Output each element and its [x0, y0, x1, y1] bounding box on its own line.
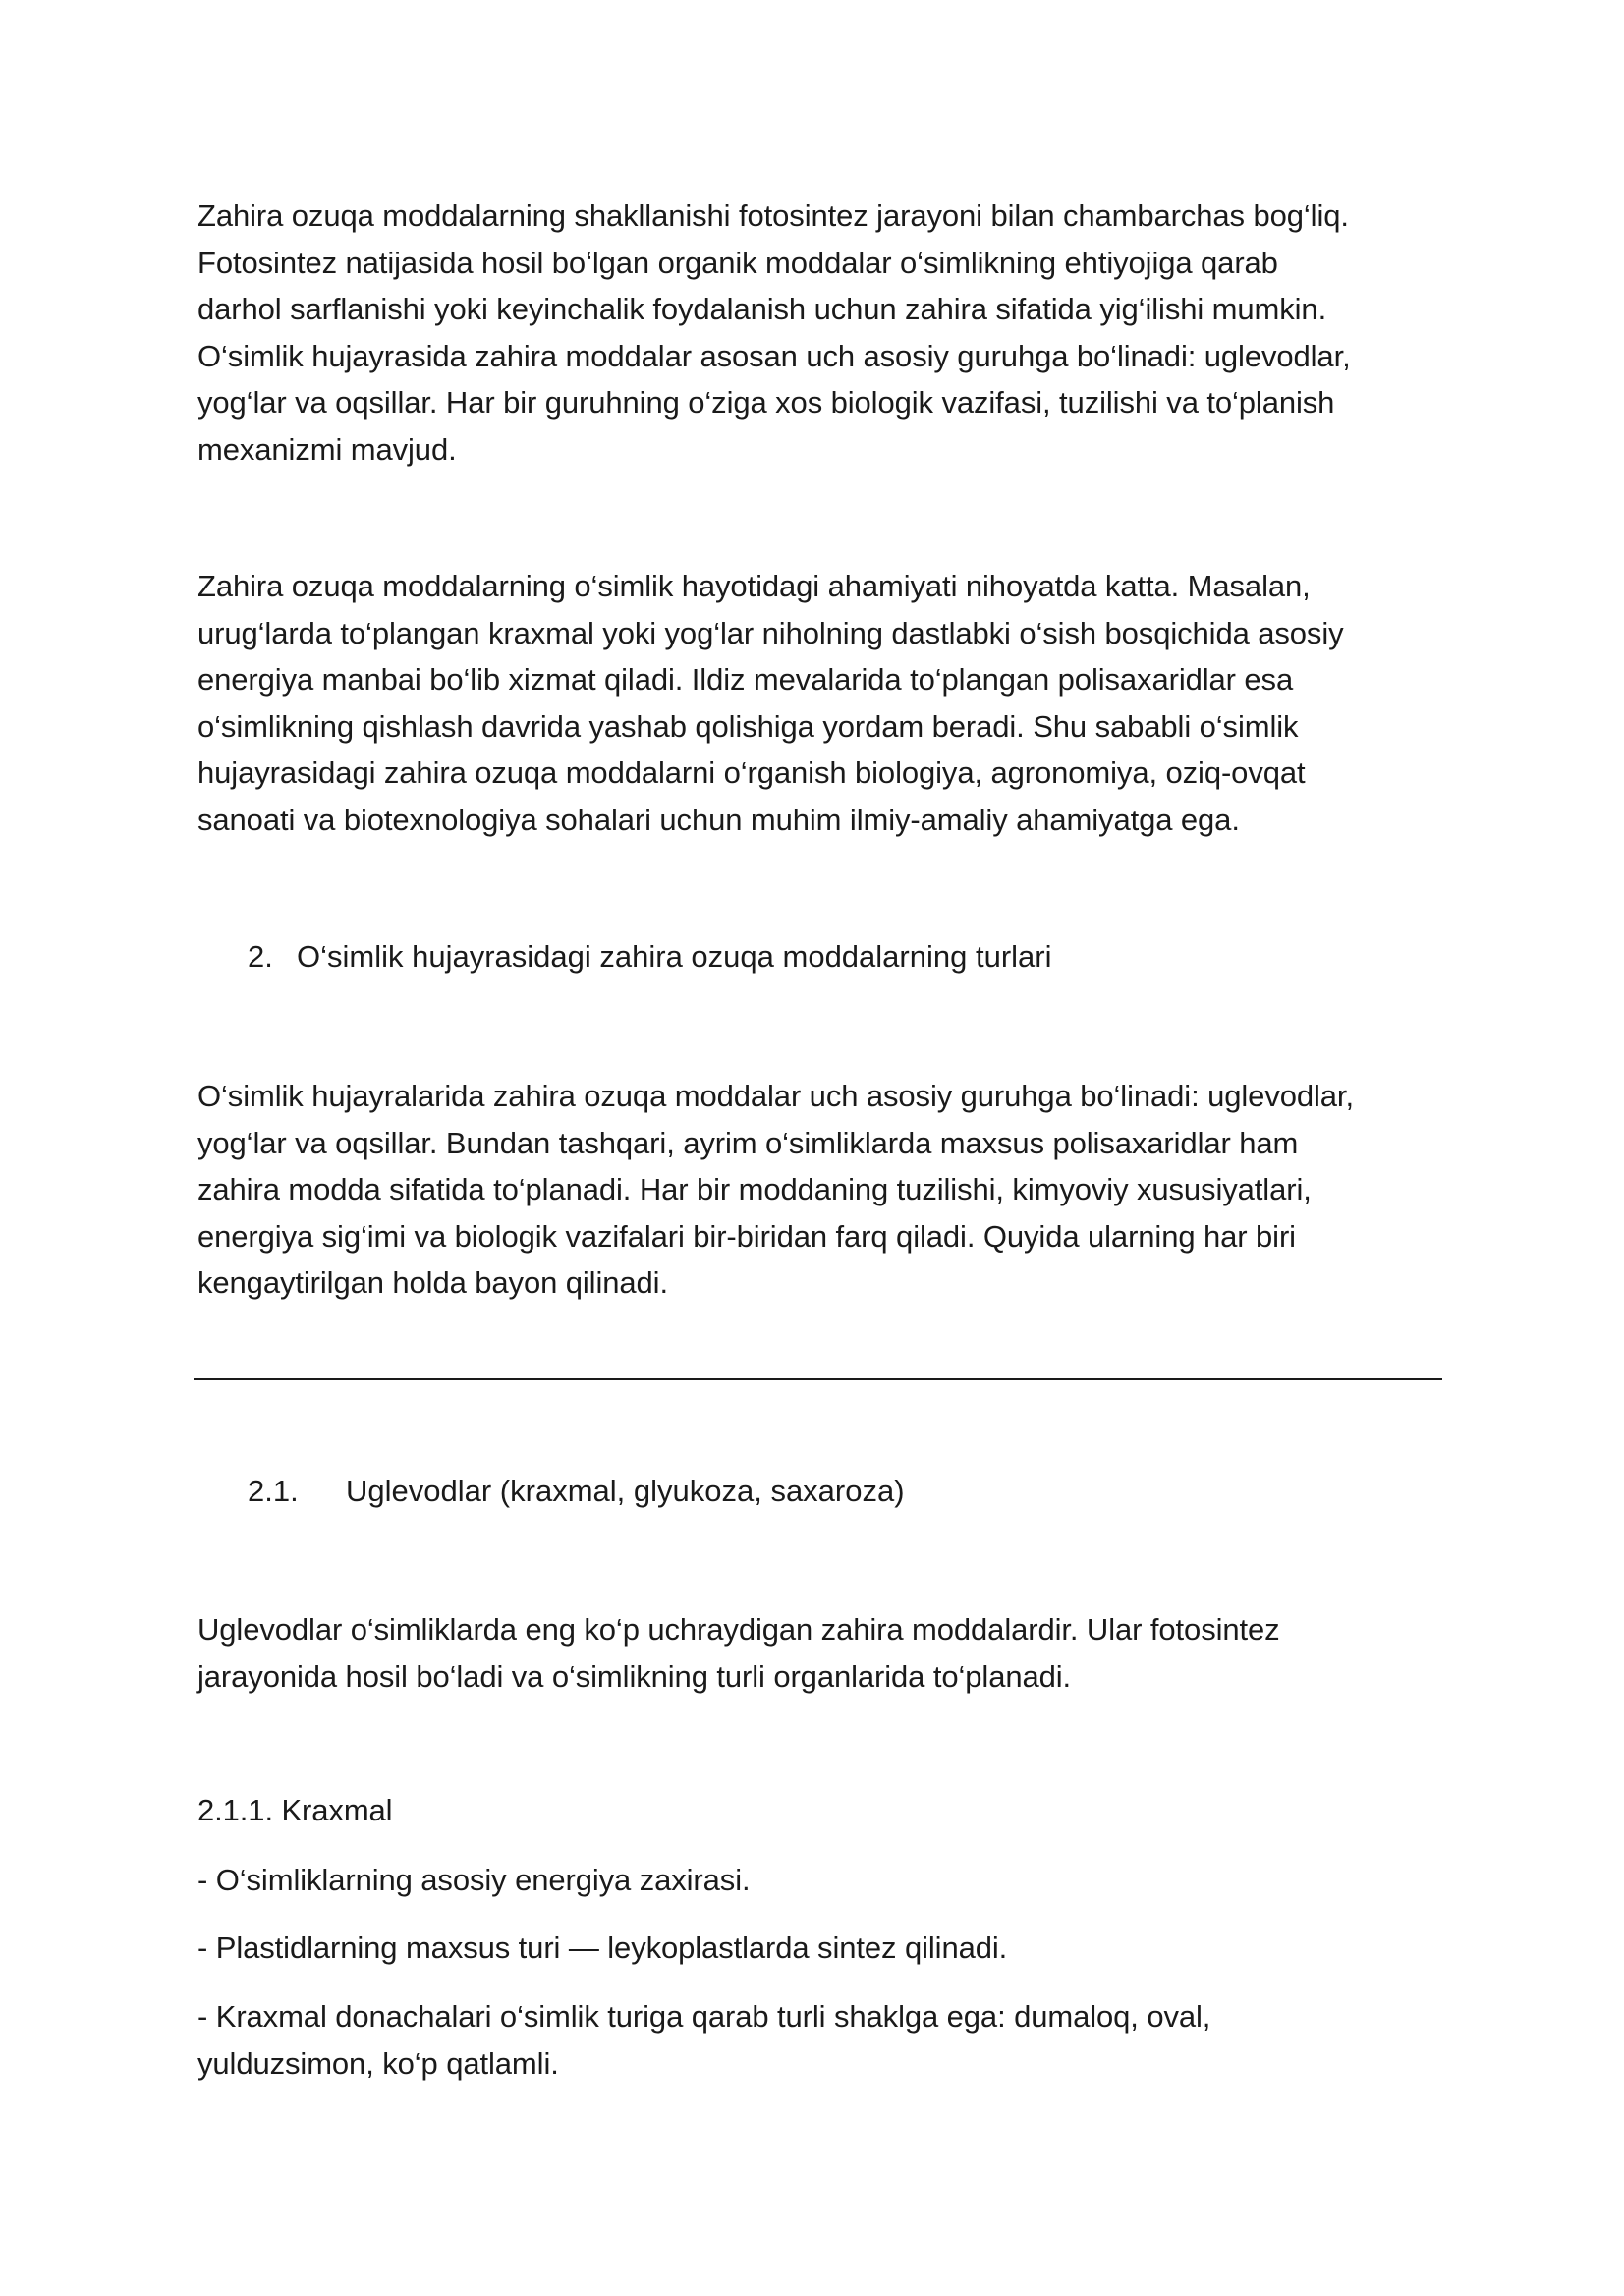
bullet-line: yulduzsimon, ko‘p qatlamli.	[197, 2045, 559, 2081]
paragraph-line: mexanizmi mavjud.	[197, 431, 457, 467]
bullet-item	[197, 1925, 1455, 1972]
paragraph-carbohydrates	[197, 1606, 1455, 1700]
bullet-item	[197, 1857, 1455, 1904]
paragraph-line: Uglevodlar o‘simliklarda eng ko‘p uchraydigan zahira moddalardir. Ular fotosintez	[197, 1612, 1280, 1647]
paragraph-intro	[197, 193, 1455, 473]
subsection-heading-2-1-1	[197, 1787, 1455, 1834]
paragraph-line: Fotosintez natijasida hosil bo‘lgan organik moddalar o‘simlikning ehtiyojiga qarab	[197, 245, 1278, 280]
paragraph-line: Zahira ozuqa moddalarning o‘simlik hayotidagi ahamiyati nihoyatda katta. Masalan,	[197, 569, 1311, 603]
section-heading-2	[248, 933, 1230, 980]
paragraph-line: urug‘larda to‘plangan kraxmal yoki yog‘lar niholning dastlabki o‘sish bosqichida asosiy	[197, 615, 1344, 650]
paragraph-line: o‘simlikning qishlash davrida yashab qolishiga yordam beradi. Shu sababli o‘simlik	[197, 708, 1299, 744]
paragraph-line: darhol sarflanishi yoki keyinchalik foydalanish uchun zahira sifatida yig‘ilishi mumkin.	[197, 292, 1327, 326]
paragraph-line: yog‘lar va oqsillar. Bundan tashqari, ayrim o‘simliklarda maxsus polisaxaridlar ham	[197, 1125, 1299, 1160]
bullet-line: - Plastidlarning maxsus turi — leykoplastlarda sintez qilinadi.	[197, 1931, 1008, 1965]
bullet-line: - Kraxmal donachalari o‘simlik turiga qarab turli shaklga ega: dumaloq, oval,	[197, 1999, 1211, 2034]
paragraph-line: jarayonida hosil bo‘ladi va o‘simlikning turli organlarida to‘planadi.	[197, 1658, 1072, 1694]
section-number: 2.1.	[248, 1474, 299, 1508]
section-title: Uglevodlar (kraxmal, glyukoza, saxaroza)	[346, 1474, 905, 1508]
bullet-item	[197, 1993, 1455, 2087]
paragraph-line: zahira modda sifatida to‘planadi. Har bir moddaning tuzilishi, kimyoviy xususiyatlari,	[197, 1172, 1312, 1206]
paragraph-line: O‘simlik hujayralarida zahira ozuqa moddalar uch asosiy guruhga bo‘linadi: uglevodlar,	[197, 1079, 1354, 1113]
paragraph-line: Zahira ozuqa moddalarning shakllanishi fotosintez jarayoni bilan chambarchas bog‘liq.	[197, 198, 1349, 233]
subsection-title: 2.1.1. Kraxmal	[197, 1793, 393, 1827]
section-heading-2-1	[248, 1468, 1230, 1515]
section-number: 2.	[248, 939, 273, 974]
paragraph-types	[197, 1073, 1455, 1307]
paragraph-line: yog‘lar va oqsillar. Har bir guruhning o‘ziga xos biologik vazifasi, tuzilishi va to‘planish	[197, 385, 1335, 420]
paragraph-line: kengaytirilgan holda bayon qilinadi.	[197, 1265, 668, 1300]
paragraph-importance	[197, 563, 1455, 843]
paragraph-line: sanoati va biotexnologiya sohalari uchun muhim ilmiy-amaliy ahamiyatga ega.	[197, 802, 1240, 837]
paragraph-line: O‘simlik hujayrasida zahira moddalar asosan uch asosiy guruhga bo‘linadi: uglevodlar,	[197, 338, 1351, 373]
paragraph-line: energiya sig‘imi va biologik vazifalari bir-biridan farq qiladi. Quyida ularning har biri	[197, 1218, 1296, 1254]
horizontal-divider	[194, 1378, 1442, 1380]
paragraph-line: hujayrasidagi zahira ozuqa moddalarni o‘rganish biologiya, agronomiya, oziq-ovqat	[197, 756, 1306, 790]
paragraph-line: energiya manbai bo‘lib xizmat qiladi. Ildiz mevalarida to‘plangan polisaxaridlar esa	[197, 662, 1294, 697]
section-title: O‘simlik hujayrasidagi zahira ozuqa moddalarning turlari	[297, 939, 1052, 974]
bullet-line: - O‘simliklarning asosiy energiya zaxirasi.	[197, 1863, 751, 1897]
